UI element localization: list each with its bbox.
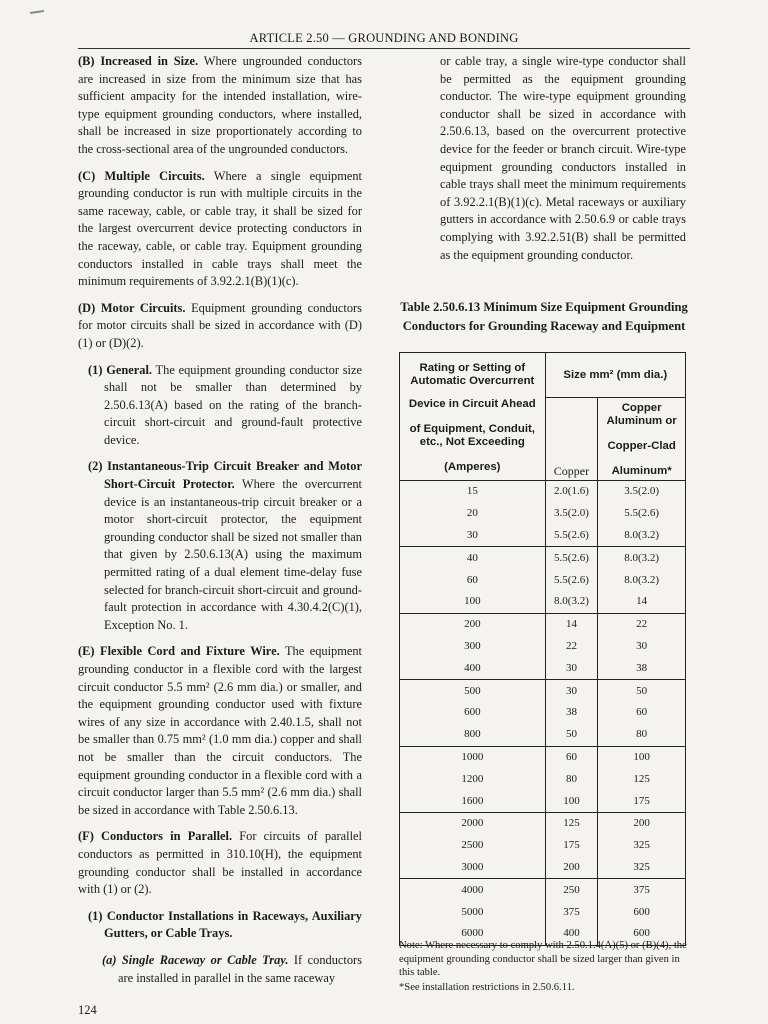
cell-copper: 38 — [545, 702, 598, 724]
cell-rating: 1600 — [400, 790, 546, 812]
table-row — [400, 636, 686, 658]
cell-copper: 5.5(2.6) — [545, 569, 598, 591]
cell-aluminum: 38 — [598, 657, 686, 679]
cell-copper: 22 — [545, 636, 598, 658]
table-row — [400, 680, 686, 702]
cell-rating: 2500 — [400, 835, 546, 857]
section-d1: (1) General. The equipment grounding conductor size shall not be smaller than determined by 2.50.6.13(A) based on the rating of the branch-circuit short-circuit and ground-fault protective device. — [88, 362, 362, 447]
cell-copper: 8.0(3.2) — [545, 591, 598, 613]
section-b: (B) Increased in Size. Where ungrounded conductors are increased in size from the minimum size that has sufficient ampacity for the intended installation, wire-type equipment grounding conductors, where installed, shall be increased in size proportionately according to the cross-sectional area of the ungrounded conductors. — [78, 54, 362, 156]
cell-aluminum: 8.0(3.2) — [598, 547, 686, 569]
table-row — [400, 901, 686, 923]
right-column — [440, 53, 686, 273]
table-row — [400, 812, 686, 834]
cell-aluminum: 375 — [598, 879, 686, 901]
cell-copper: 400 — [545, 923, 598, 945]
table-row — [400, 746, 686, 768]
cell-rating: 800 — [400, 724, 546, 746]
cell-copper: 250 — [545, 879, 598, 901]
cell-copper: 125 — [545, 812, 598, 834]
cell-aluminum: 600 — [598, 901, 686, 923]
cell-aluminum: 100 — [598, 746, 686, 768]
table-row — [400, 702, 686, 724]
cell-copper: 30 — [545, 680, 598, 702]
cell-rating: 3000 — [400, 857, 546, 879]
section-f: (F) Conductors in Parallel. For circuits of parallel conductors as permitted in 310.10(H), the equipment grounding conductor shall be installed in accordance with (1) or (2). — [78, 829, 362, 897]
cell-rating: 1200 — [400, 768, 546, 790]
cell-aluminum: 125 — [598, 768, 686, 790]
table-note: Note: Where necessary to comply with 2.50.1.4(A)(5) or (B)(4), the equipment grounding conductor shall be sized larger than given in this table. *See installation restrictions in 2.50.6.11. — [399, 940, 687, 993]
table-title: Table 2.50.6.13 Minimum Size Equipment Grounding Conductors for Grounding Raceway and Equipment — [400, 300, 688, 333]
table-row — [400, 613, 686, 635]
section-c: (C) Multiple Circuits. Where a single equipment grounding conductor is run with multiple circuits in the same raceway, cable, or cable tray, it shall be sized for the largest overcurrent device protecting conductors in the raceway, cable, or cable tray. Equipment grounding conductors installed in cable trays shall meet the minimum requirements of 3.92.2.1(B)(1)(c). — [78, 168, 362, 289]
cell-rating: 40 — [400, 547, 546, 569]
cell-aluminum: 5.5(2.6) — [598, 503, 686, 525]
cell-copper: 5.5(2.6) — [545, 547, 598, 569]
cell-aluminum: 325 — [598, 857, 686, 879]
col-rating-header: Rating or Setting of Automatic Overcurrent Device in Circuit Ahead of Equipment, Conduit, etc., Not Exceeding (Amperes) — [400, 353, 546, 481]
scan-mark — [30, 10, 44, 14]
cell-aluminum: 50 — [598, 680, 686, 702]
cell-aluminum: 325 — [598, 835, 686, 857]
col-size-header: Size mm² (mm dia.) — [545, 353, 685, 398]
table-row — [400, 724, 686, 746]
cell-aluminum: 22 — [598, 613, 686, 635]
cell-aluminum: 8.0(3.2) — [598, 569, 686, 591]
cell-aluminum: 175 — [598, 790, 686, 812]
cell-rating: 4000 — [400, 879, 546, 901]
cell-aluminum: 30 — [598, 636, 686, 658]
table-row — [400, 790, 686, 812]
cell-rating: 1000 — [400, 746, 546, 768]
cell-copper: 2.0(1.6) — [545, 481, 598, 503]
cell-copper: 30 — [545, 657, 598, 679]
col-aluminum-header: Copper Aluminum or Copper-Clad Aluminum* — [598, 398, 686, 481]
cell-rating: 600 — [400, 702, 546, 724]
table-row — [400, 657, 686, 679]
cell-rating: 500 — [400, 680, 546, 702]
page-header: ARTICLE 2.50 — GROUNDING AND BONDING — [249, 31, 519, 45]
cell-rating: 20 — [400, 503, 546, 525]
cell-rating: 400 — [400, 657, 546, 679]
table-row — [400, 857, 686, 879]
cell-copper: 80 — [545, 768, 598, 790]
cell-copper: 60 — [545, 746, 598, 768]
cell-copper: 100 — [545, 790, 598, 812]
cell-rating: 200 — [400, 613, 546, 635]
section-d2: (2) Instantaneous-Trip Circuit Breaker and Motor Short-Circuit Protector. Where the overcurrent device is an instantaneous-trip circuit breaker or a motor short-circuit protector, the equipment grounding conductor shall be sized not smaller than that given by 2.50.6.13(A) using the maximum permitted rating of a dual element time-delay fuse selected for branch-circuit short-circuit and ground-fault protection in accordance with 4.30.4.2(C)(1), Exception No. 1. — [88, 459, 362, 632]
cell-rating: 100 — [400, 591, 546, 613]
cell-copper: 175 — [545, 835, 598, 857]
table-row — [400, 503, 686, 525]
cell-copper: 200 — [545, 857, 598, 879]
table-row — [400, 481, 686, 503]
cell-copper: 14 — [545, 613, 598, 635]
table-row — [400, 835, 686, 857]
cell-rating: 15 — [400, 481, 546, 503]
table-row — [400, 569, 686, 591]
grounding-conductor-table — [399, 352, 686, 946]
cell-rating: 5000 — [400, 901, 546, 923]
page-number: 124 — [78, 1003, 97, 1017]
cell-aluminum: 8.0(3.2) — [598, 525, 686, 547]
cell-rating: 30 — [400, 525, 546, 547]
cell-aluminum: 600 — [598, 923, 686, 945]
cell-copper: 50 — [545, 724, 598, 746]
table-row — [400, 768, 686, 790]
section-fa: (a) Single Raceway or Cable Tray. If conductors are installed in parallel in the same raceway — [102, 952, 362, 985]
table-row — [400, 879, 686, 901]
cell-aluminum: 14 — [598, 591, 686, 613]
cell-copper: 5.5(2.6) — [545, 525, 598, 547]
header-rule — [78, 48, 690, 49]
section-e: (E) Flexible Cord and Fixture Wire. The equipment grounding conductor in a flexible cord with the largest circuit conductor 5.5 mm² (2.6 mm dia.) or smaller, and the equipment grounding conductor used with fixture wires of any size in accordance with 2.40.1.5, shall not be smaller than 0.75 mm² (1.0 mm dia.) copper and shall not be smaller than the circuit conductors. The equipment grounding conductor in a flexible cord with a circuit conductor larger than 5.5 mm² (2.6 mm dia.) shall be sized in accordance with Table 2.50.6.13. — [78, 644, 362, 817]
table-row — [400, 525, 686, 547]
cell-aluminum: 60 — [598, 702, 686, 724]
table-row — [400, 547, 686, 569]
cell-aluminum: 200 — [598, 812, 686, 834]
section-f1: (1) Conductor Installations in Raceways, Auxiliary Gutters, or Cable Trays. — [88, 908, 362, 941]
continuation-text: or cable tray, a single wire-type conductor shall be permitted as the equipment grounding conductor. The wire-type equipment grounding conductor shall be sized in accordance with 2.50.6.13, based on the overcurrent protective device for the feeder or branch circuit. Wire-type equipment grounding conductors installed in cable trays shall meet the minimum requirements of 3.92.2.1(B)(1)(c). Metal raceways or auxiliary gutters in accordance with 2.50.6.9 or cable trays complying with 3.92.2.51(B) shall be permitted as the equipment grounding conductor. — [440, 54, 686, 262]
left-column — [78, 53, 362, 996]
cell-aluminum: 3.5(2.0) — [598, 481, 686, 503]
cell-rating: 6000 — [400, 923, 546, 945]
cell-copper: 3.5(2.0) — [545, 503, 598, 525]
col-copper-header: Copper — [545, 398, 598, 481]
section-d: (D) Motor Circuits. Equipment grounding conductors for motor circuits shall be sized in accordance with (D)(1) or (D)(2). — [78, 300, 362, 350]
cell-copper: 375 — [545, 901, 598, 923]
cell-rating: 60 — [400, 569, 546, 591]
cell-aluminum: 80 — [598, 724, 686, 746]
cell-rating: 300 — [400, 636, 546, 658]
table-row — [400, 591, 686, 613]
cell-rating: 2000 — [400, 812, 546, 834]
